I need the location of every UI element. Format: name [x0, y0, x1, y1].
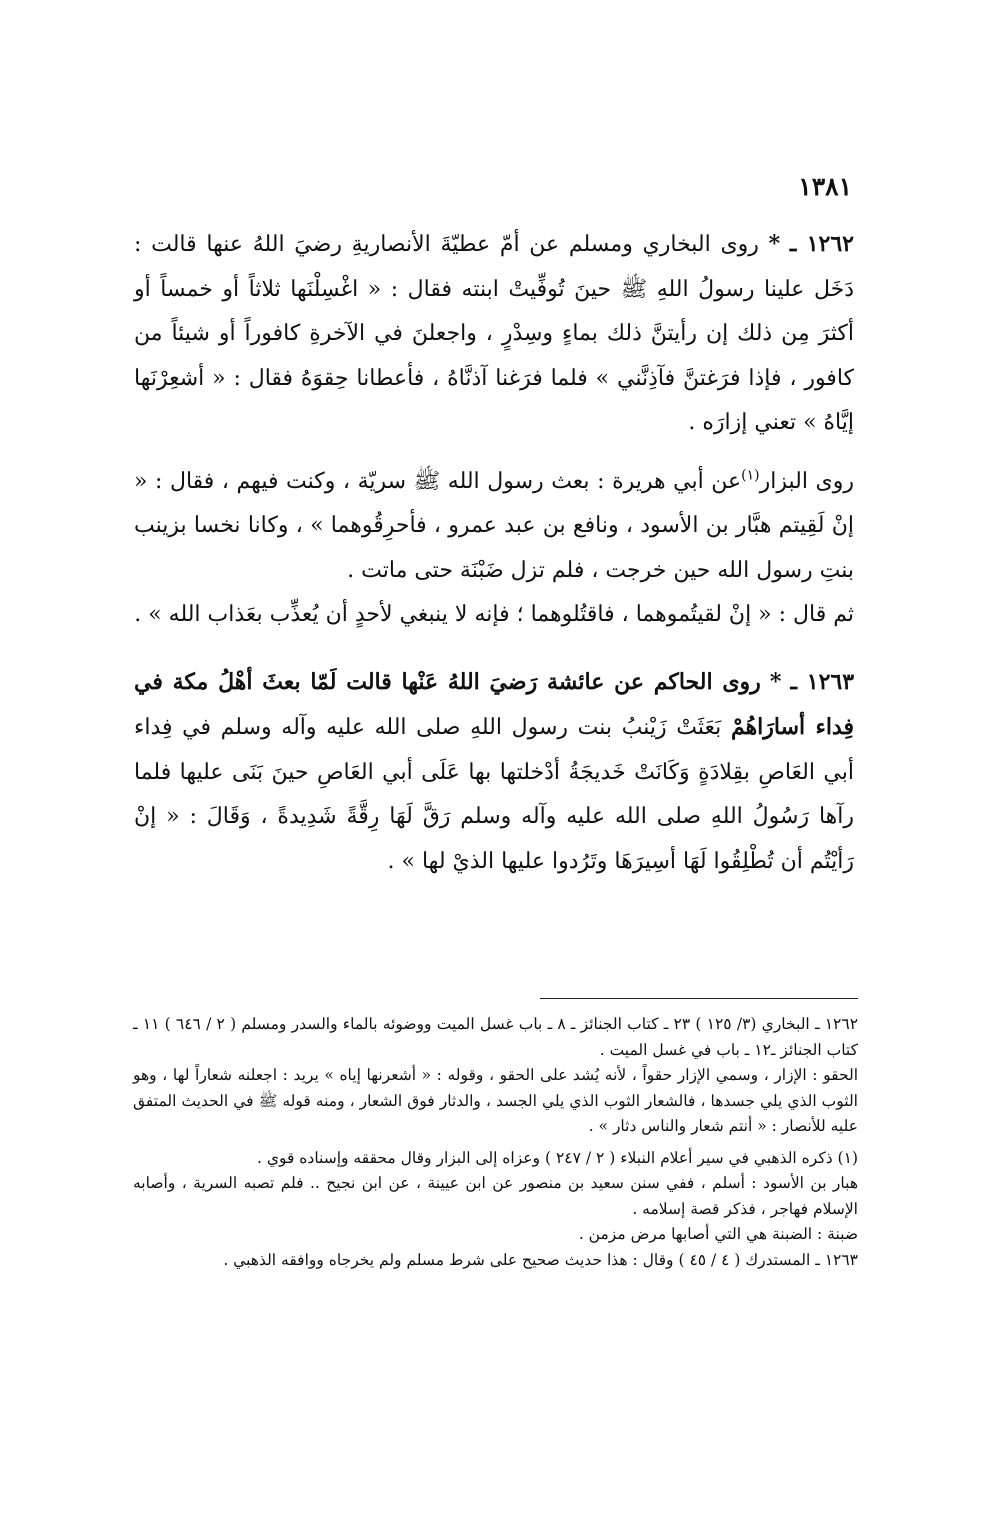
footnote-marker: (١) — [741, 467, 760, 484]
footnote-1-source: (١) ذكره الذهبي في سير أعلام النبلاء ( ٢ / ٢٤٧ ) وعزاه إلى البزار وقال محققه وإسناده قوي . — [256, 1148, 858, 1167]
hadith-1262 — [134, 222, 854, 446]
footnote-divider — [540, 998, 858, 999]
hadith-1263 — [134, 660, 854, 885]
footnote-1-habbar: هبار بن الأسود : أسلم ، ففي سنن سعيد بن منصور عن ابن عيينة ، عن ابن نجيح .. فلم تصبه السرية ، وأصابه الإسلام فهاجر ، فذكر قصة إسلامه . — [133, 1174, 858, 1218]
hadith-lead: روى الحاكم عن عائشة رَضيَ اللهُ عَنْها قالت لَمّا بعثَ أهْلُ مكة في فِداء أسارَاهُمْ — [134, 668, 854, 740]
star-marker: * — [768, 231, 781, 257]
main-text — [134, 222, 854, 884]
bazzar-prefix: روى البزار — [759, 468, 854, 494]
hadith-number: ١٢٦٢ ـ — [789, 231, 854, 257]
then-said-text: ثم قال : « إنْ لقيتُموهما ، فاقتُلوهما ؛ فإنه لا ينبغي لأحدٍ أن يُعذِّب بعَذاب الله » . — [134, 602, 854, 627]
footnote-1-dabna: ضبنة : الضبنة هي التي أصابها مرض مزمن . — [578, 1225, 858, 1243]
then-said-paragraph — [134, 593, 854, 638]
bazzar-text: عن أبي هريرة : بعث رسول الله ﷺ سريّة ، وكنت فيهم ، فقال : « إنْ لَقِيتم هبَّار بن الأسود ، ونافع بن عبد عمرو ، فأحرِقُوهما » ، وكانا نخسا بزينب بنتِ رسول الله حين خرجت ، فلم تزل ضَبْنَة حتى ماتت . — [134, 468, 854, 583]
footnotes — [133, 1012, 858, 1273]
footnote-1262-source: ١٢٦٢ ـ البخاري (٣/ ١٢٥ ) ٢٣ ـ كتاب الجنائز ـ ٨ ـ باب غسل الميت ووضوئه بالماء والسدر ومسلم ( ٢ / ٦٤٦ ) ١١ ـ كتاب الجنائز ـ١٢ ـ باب في غسل الميت . — [133, 1015, 859, 1059]
footnote-1262-explanation: الحقو : الإزار ، وسمي الإزار حقواً ، لأنه يُشد على الحقو ، وقوله : « أشعرنها إياه » يريد : اجعلنه شعاراً لها ، وهو الثوب الذي يلي جسدها ، فالشعار الثوب الذي يلي الجسد ، والدثار فوق الشعار ، ومنه قوله ﷺ في الحديث المتفق عليه للأنصار : « أنتم شعار والناس دثار » . — [133, 1066, 858, 1135]
hadith-text: روى البخاري ومسلم عن أمّ عطيّةَ الأنصاريةِ رضيَ اللهُ عنها قالت : دَخَل علينا رسولُ اللهِ ﷺ حينَ تُوفِّيتْ ابنته فقال : « اغْسِلْنَها ثلاثاً أو خمساً أو أكثرَ مِن ذلك إن رأيتنَّ ذلك بماءٍ وسِدْرٍ ، واجعلنَ في الآخرةِ كافوراً أو شيئاً من كافور ، فإذا فرَغتنَّ فآذِنَّني » فلما فرَغنا آذنَّاهُ ، فأعطانا حِقوَهُ فقال : « أشعِرْنَها إيَّاهُ » تعني إزارَه . — [134, 232, 854, 435]
bazzar-paragraph — [134, 460, 854, 594]
star-marker: * — [769, 668, 782, 695]
hadith-text: بَعَثَتْ زَيْنبُ بنت رسول اللهِ صلى الله عليه وآله وسلم في فِداء أبي العَاصِ بقِلادَةٍ وَكَانَتْ خَديجَةُ أدْخلتها بها عَلَى أبي العَاصِ حينَ بَنَى عليها فلما رآها رَسُولُ اللهِ صلى الله عليه وآله وسلم رَقَّ لَهَا رِقَّةً شَدِيدةً ، وَقَالَ : « إنْ رَأيْتُم أن تُطْلِقُوا لَهَا أسِيرَهَا وتَرُدوا عليها الذيْ لها » . — [134, 715, 854, 874]
footnote-1263-source: ١٢٦٣ ـ المستدرك ( ٤ / ٤٥ ) وقال : هذا حديث صحيح على شرط مسلم ولم يخرجاه ووافقه الذهبي . — [223, 1250, 858, 1269]
hadith-number: ١٢٦٣ ـ — [790, 668, 855, 695]
page-number: ١٣٨١ — [798, 172, 852, 201]
